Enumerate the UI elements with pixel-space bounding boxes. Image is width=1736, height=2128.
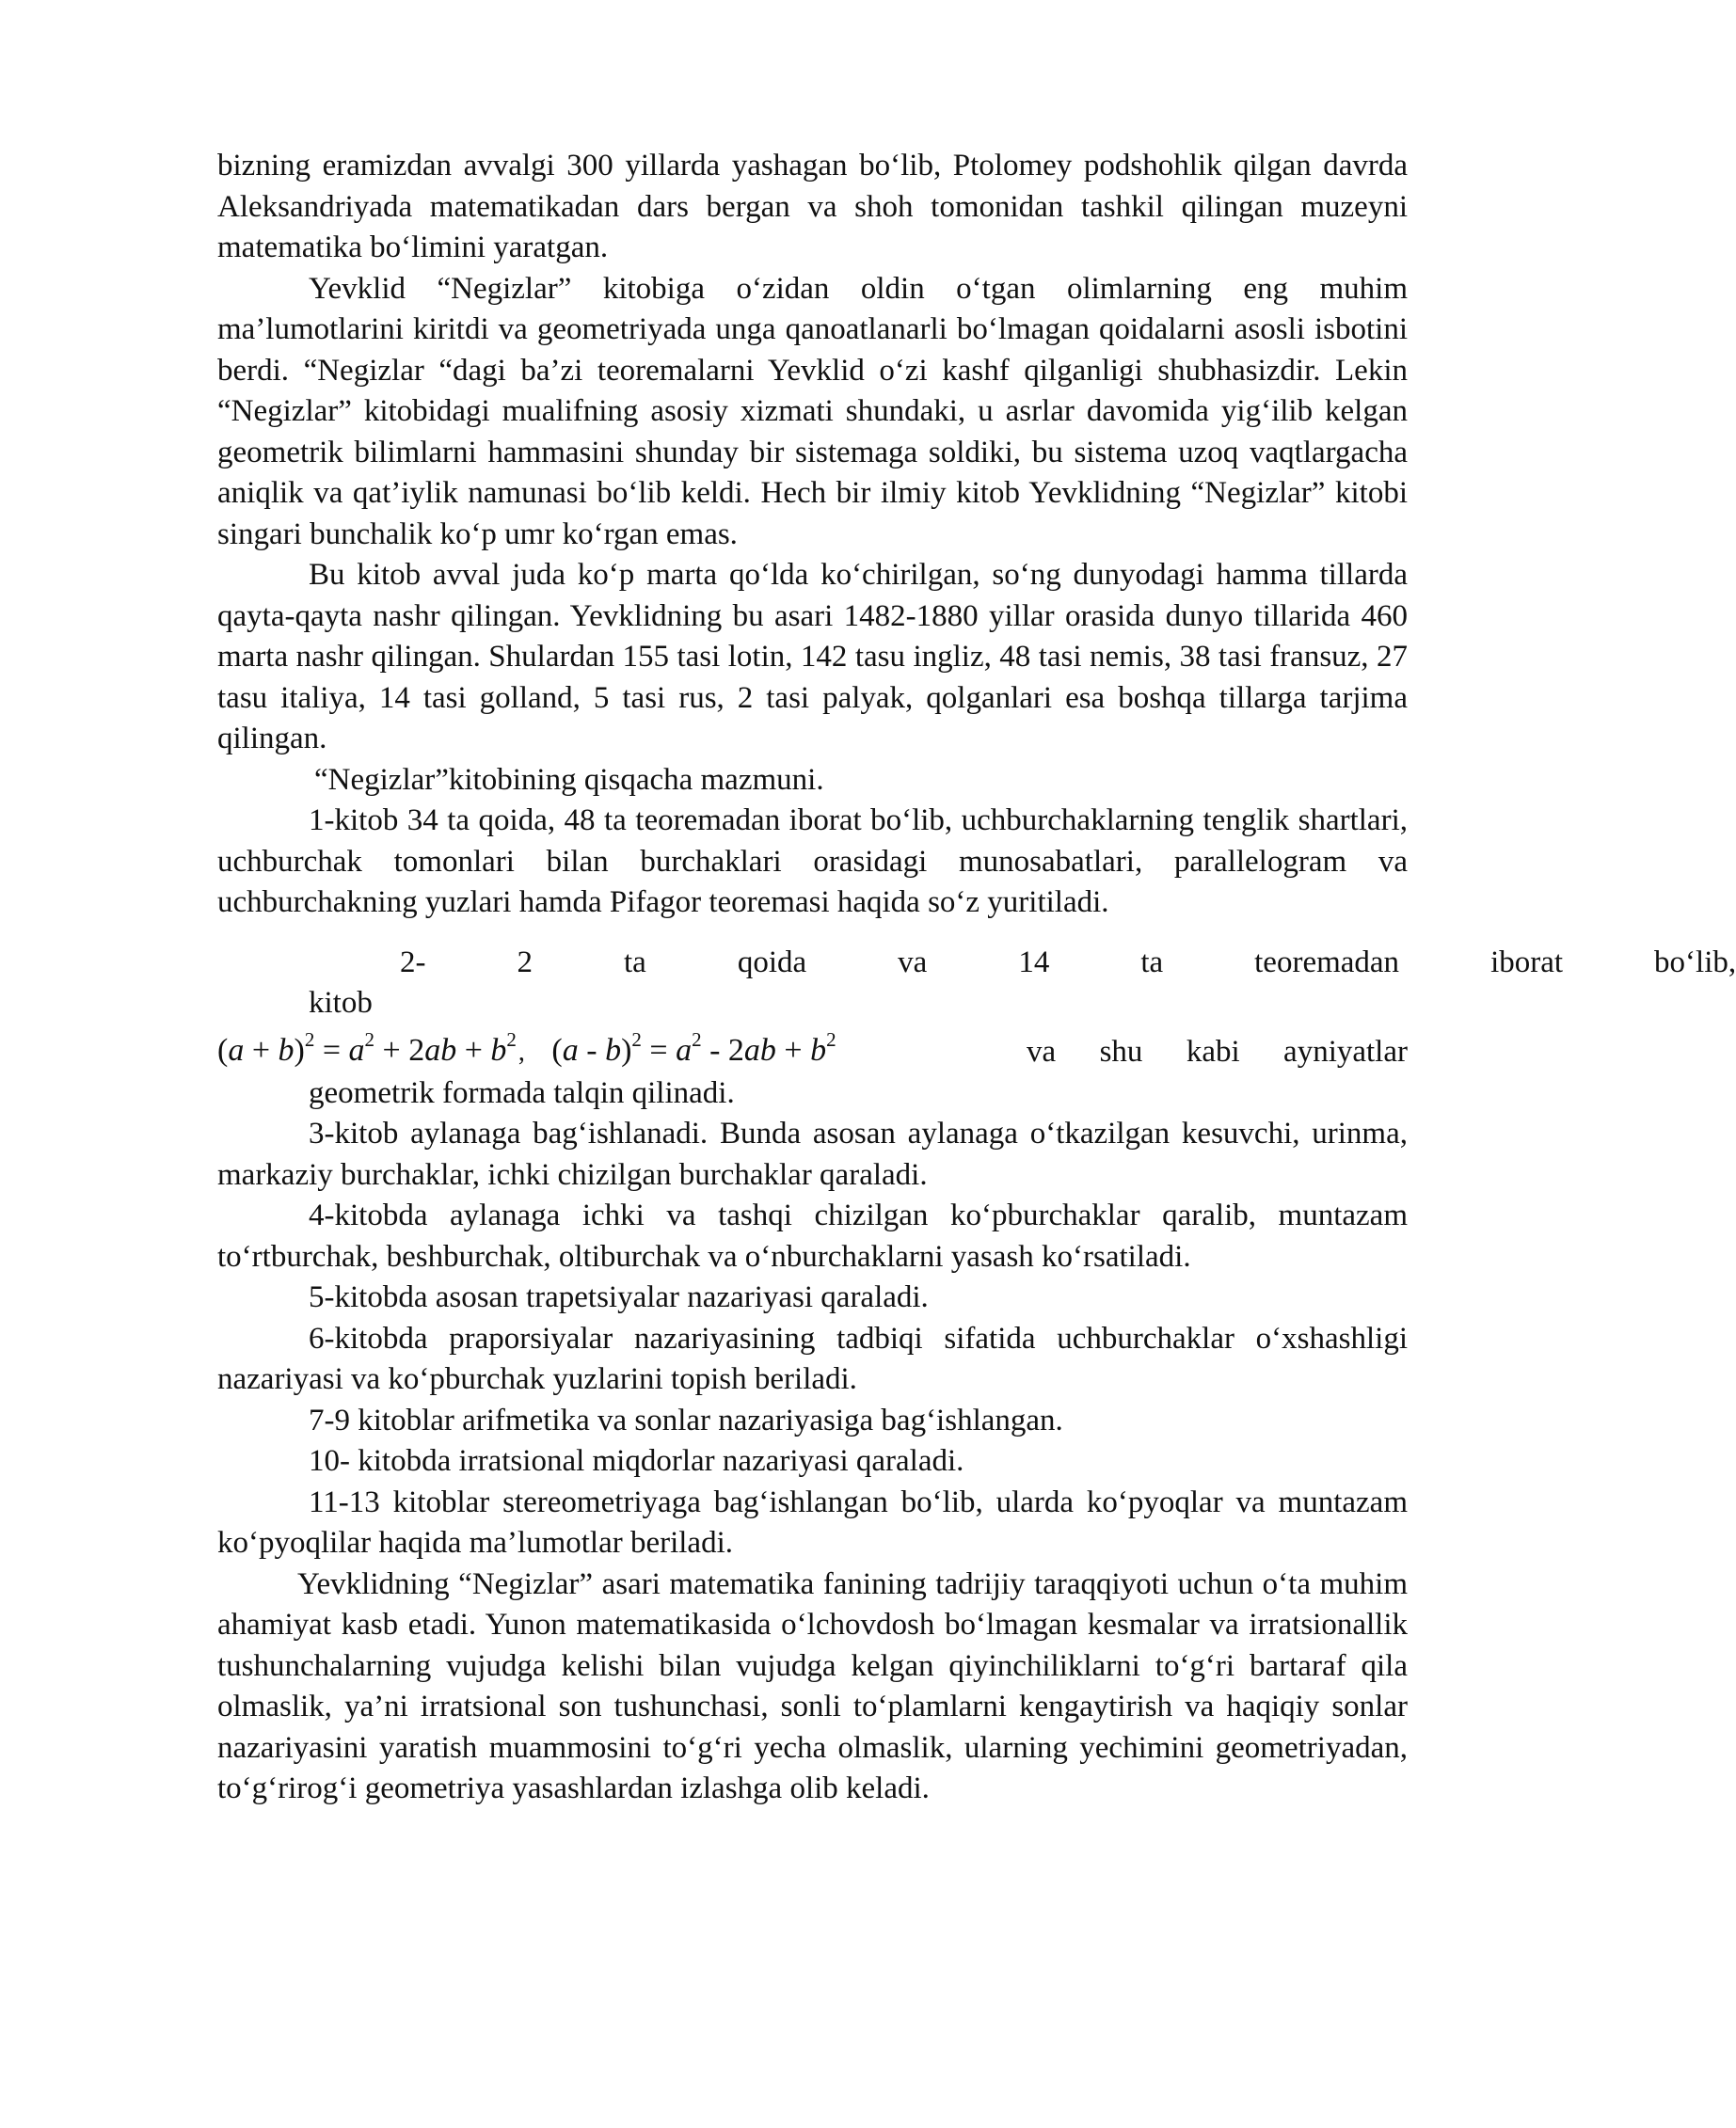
formula-sum-square: $(a + b)^2 = a^2 + 2ab + b^2$ [217, 1028, 517, 1068]
paragraph-books-7-9: 7-9 kitoblar arifmetika va sonlar nazariyasiga bag‘ishlangan. [309, 1403, 1063, 1437]
paragraph-book-10: 10- kitobda irratsional miqdorlar nazariyasi qaraladi. [309, 1444, 964, 1478]
intro-word: 2-kitob [309, 945, 426, 1020]
paragraph-summary-heading: “Negizlar”kitobining qisqacha mazmuni. [314, 762, 824, 797]
document-body [217, 146, 1736, 1810]
paragraph-book-2 [217, 943, 1736, 1115]
paragraph-book-4: 4-kitobda aylanaga ichki va tashqi chizilgan ko‘pburchaklar qaralib, muntazam to‘rtburchak, beshburchak, oltiburchak va o‘nburchaklarni yasash ko‘rsatiladi. [217, 1199, 1408, 1274]
book-2-end: geometrik formada talqin qilinadi. [309, 1075, 735, 1110]
paragraph-euclid-bio: bizning eramizdan avvalgi 300 yillarda yashagan bo‘lib, Ptolomey podshohlik qilgan davrda Aleksandriyada matematikadan dars bergan va shoh tomonidan tashkil qilingan muzeyni matematika bo‘limini yaratgan. [217, 149, 1408, 264]
intro-word: 2 [517, 945, 533, 979]
formula-separator: , [518, 1038, 525, 1067]
intro-word: teoremadan [1254, 945, 1400, 979]
paragraph-book-1: 1-kitob 34 ta qoida, 48 ta teoremadan iborat bo‘lib, uchburchaklarning tenglik shartlari, uchburchak tomonlari bilan burchaklari orasidagi munosabatlari, parallelogram va uchburchakning yuzlari hamda Pifagor teoremasi haqida so‘z yuritiladi. [217, 803, 1408, 919]
paragraph-book-5: 5-kitobda asosan trapetsiyalar nazariyasi qaraladi. [309, 1280, 929, 1314]
tail-word: va [1027, 1035, 1057, 1069]
identity-formulas [217, 1030, 836, 1073]
intro-word: iborat [1490, 945, 1564, 979]
intro-word: qoida [737, 945, 807, 979]
formula-difference-square: $(a - b)^2 = a^2 - 2ab + b^2$ [551, 1028, 836, 1068]
book-2-tail-words [1027, 1032, 1408, 1073]
paragraph-book-3: 3-kitob aylanaga bag‘ishlanadi. Bunda asosan aylanaga o‘tkazilgan kesuvchi, urinma, markaziy burchaklar, ichki chizilgan burchaklar qaraladi. [217, 1117, 1408, 1192]
tail-word: ayniyatlar [1283, 1035, 1408, 1069]
paragraph-book-6: 6-kitobda praporsiyalar nazariyasining tadbiqi sifatida uchburchaklar o‘xshashligi nazariyasi va ko‘pburchak yuzlarini topish beriladi. [217, 1321, 1408, 1396]
book-2-formula-line [217, 1024, 1408, 1073]
paragraph-elements-contribution: Yevklid “Negizlar” kitobiga o‘zidan oldin o‘tgan olimlarning eng muhim ma’lumotlarini kiritdi va geometriyada unga qanoatlanarli bo‘lmagan qoidalarni asosli isbotini berdi. “Negizlar “dagi ba’zi teoremalarni Yevklid o‘zi kashf qilganligi shubhasizdir. Lekin “Negizlar” kitobidagi mualifning asosiy xizmati shundaki, u asrlar davomida yig‘ilib kelgan geometrik bilimlarni hammasini shunday bir sistemaga soldiki, bu sistema uzoq vaqtlargacha aniqlik va qat’iylik namunasi bo‘lib keldi. Hech bir ilmiy kitob Yevklidning “Negizlar” kitobi singari bunchalik ko‘p umr ko‘rgan emas. [217, 271, 1408, 551]
intro-word: ta [624, 945, 646, 979]
tail-word: shu [1099, 1035, 1143, 1069]
paragraph-books-11-13: 11-13 kitoblar stereometriyaga bag‘ishlangan bo‘lib, ularda ko‘pyoqlar va muntazam ko‘pyoqlilar haqida ma’lumotlar beriladi. [217, 1485, 1408, 1560]
paragraph-editions: Bu kitob avval juda ko‘p marta qo‘lda ko‘chirilgan, so‘ng dunyodagi hamma tillarda qayta-qayta nashr qilingan. Yevklidning bu asari 1482-1880 yillar orasida dunyo tillarida 460 marta nashr qilingan. Shulardan 155 tasi lotin, 142 tasu ingliz, 48 tasi nemis, 38 tasi fransuz, 27 tasu italiya, 14 tasi golland, 5 tasi rus, 2 tasi palyak, qolganlari esa boshqa tillarga tarjima qilingan. [217, 558, 1408, 755]
intro-word: ta [1140, 945, 1164, 979]
intro-word: 14 [1018, 945, 1050, 979]
book-2-intro [217, 943, 1736, 1024]
intro-word: va [898, 945, 928, 979]
intro-word: bo‘lib, [1654, 945, 1736, 979]
book-2-intro-text [217, 943, 1736, 1024]
paragraph-conclusion: Yevklidning “Negizlar” asari matematika fanining tadrijiy taraqqiyoti uchun o‘ta muhim ahamiyat kasb etadi. Yunon matematikasida o‘lchovdosh bo‘lmagan kesmalar va irratsionallik tushunchalarning vujudga kelishi bilan vujudga kelgan qiyinchiliklarni to‘g‘ri bartaraf qila olmaslik, ya’ni irratsional son tushunchasi, sonli to‘plamlarni kengaytirish va haqiqiy sonlar nazariyasini yaratish muammosini to‘g‘ri yecha olmaslik, ularning yechimini geometriyadan, to‘g‘rirog‘i geometriya yasashlardan izlashga olib keladi. [217, 1566, 1408, 1805]
tail-word: kabi [1186, 1035, 1240, 1069]
